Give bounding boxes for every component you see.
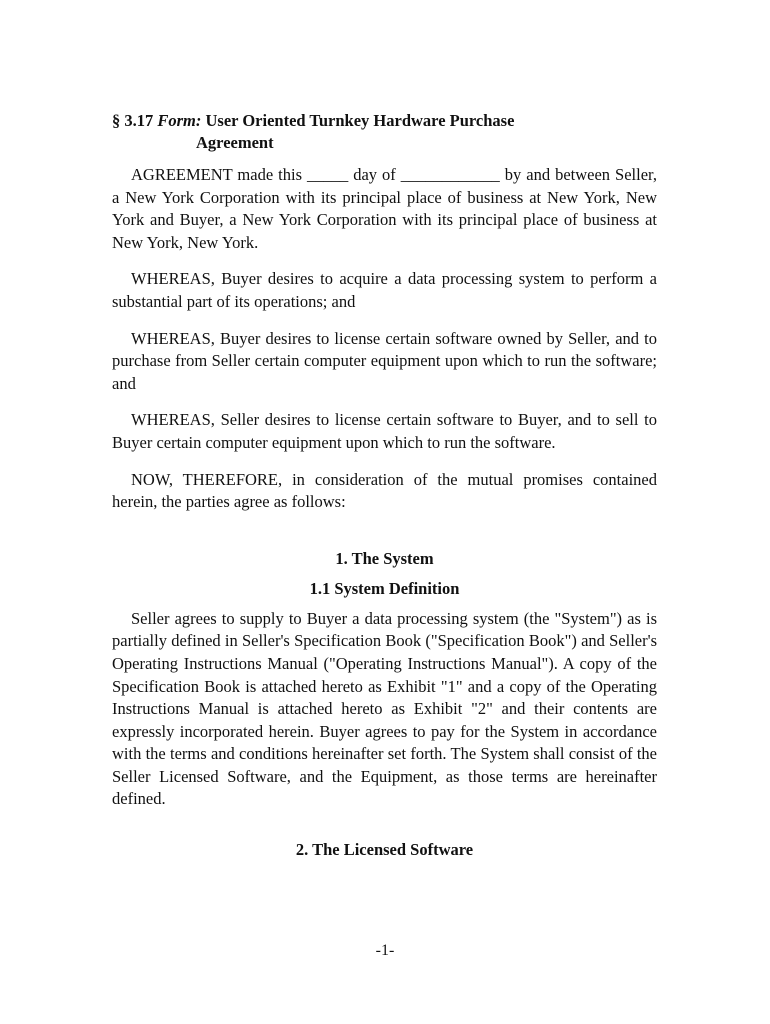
section-mark: § 3.17 xyxy=(112,111,154,130)
section-1-heading: 1. The System xyxy=(335,548,434,568)
document-page xyxy=(112,110,657,861)
title-line-2: Agreement xyxy=(196,133,274,152)
page-number: -1- xyxy=(375,942,395,959)
paragraph-system-definition: Seller agrees to supply to Buyer a data processing system (the "System") as is partially defined in Seller's Specification Book ("Specification Book") and Seller's Operating Instructions Manual ("Operating Instructions Manual"). A copy of the Specification Book is attached hereto as Exhibit "1" and a copy of the Operating Instructions Manual is attached hereto as Exhibit "2" and their contents are expressly incorporated herein. Buyer agrees to pay for the System in accordance with the terms and conditions hereinafter set forth. The System shall consist of the Seller Licensed Software, and the Equipment, as those terms are hereinafter defined. xyxy=(112,608,657,809)
paragraph-now-therefore: NOW, THEREFORE, in consideration of the mutual promises contained herein, the parties agree as follows: xyxy=(112,469,657,512)
document-title xyxy=(112,110,657,154)
section-1-1-heading: 1.1 System Definition xyxy=(309,578,460,598)
section-2-heading: 2. The Licensed Software xyxy=(295,840,474,860)
paragraph-whereas-2: WHEREAS, Buyer desires to license certain software owned by Seller, and to purchase from Seller certain computer equipment upon which to run the software; and xyxy=(112,328,657,393)
title-text-1: User Oriented Turnkey Hardware Purchase xyxy=(205,111,515,130)
paragraph-whereas-1: WHEREAS, Buyer desires to acquire a data processing system to perform a substantial part of its operations; and xyxy=(112,269,657,311)
title-line-1 xyxy=(112,110,657,132)
form-label: Form: xyxy=(157,111,202,130)
paragraph-agreement: AGREEMENT made this _____ day of ____________ by and between Seller, a New York Corporation with its principal place of business at New York, New York and Buyer, a New York Corporation with its principal place of business at New York, New York. xyxy=(112,165,657,252)
paragraph-whereas-3: WHEREAS, Seller desires to license certain software to Buyer, and to sell to Buyer certain computer equipment upon which to run the software. xyxy=(112,410,657,452)
